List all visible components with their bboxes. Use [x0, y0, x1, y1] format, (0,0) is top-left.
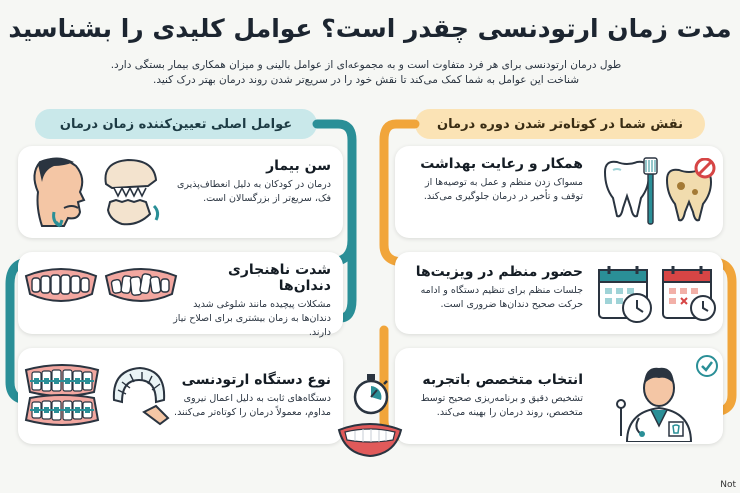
orthodontist-icon	[613, 356, 705, 446]
page-title: مدت زمان ارتودنسی چقدر است؟ عوامل کلیدی را بشناسید	[8, 14, 732, 43]
watermark: Not	[720, 480, 736, 490]
braces-icon	[22, 364, 102, 432]
card-description: جلسات منظم برای تنظیم دستگاه و ادامه حرکت صحیح دندان‌ها ضروری است.	[420, 285, 583, 310]
card-malocclusion	[18, 252, 343, 338]
face-profile-icon	[24, 152, 94, 236]
upper-teeth-icon	[22, 264, 100, 324]
card-appliance-type	[18, 348, 343, 444]
decayed-tooth-icon	[661, 158, 717, 226]
clock-icon	[659, 262, 719, 330]
aligner-icon	[104, 360, 174, 436]
checkmark-icon	[695, 354, 719, 382]
card-title: سن بیمار	[266, 158, 331, 174]
card-text	[171, 262, 331, 340]
card-text	[169, 372, 331, 420]
card-text	[407, 156, 583, 204]
card-text	[407, 264, 583, 312]
card-specialist	[395, 348, 723, 444]
calendar-icon	[595, 262, 655, 330]
stopwatch-icon	[350, 372, 392, 420]
card-patient-age	[18, 146, 343, 238]
card-title: شدت ناهنجاری دندان‌ها	[228, 262, 331, 294]
intro-paragraph: طول درمان ارتودنسی برای هر فرد متفاوت است و به مجموعه‌ای از عوامل بالینی و میزان همکاری بیمار بستگی دارد. شناخت این عوامل به شما کمک می‌کند تا نقش خود را در سریع‌تر شدن روند درمان بهتر درک کنید.	[110, 59, 622, 86]
card-text	[407, 372, 583, 420]
left-column-header: عوامل اصلی تعیین‌کننده زمان درمان	[35, 109, 317, 139]
card-description: درمان در کودکان به دلیل انعطاف‌پذیری فک، سریع‌تر از بزرگسالان است.	[176, 179, 331, 204]
card-description: مشکلات پیچیده مانند شلوغی شدید دندان‌ها به زمان بیشتری برای اصلاح نیاز دارند.	[173, 299, 331, 338]
card-title: همکار و رعایت بهداشت	[420, 156, 583, 172]
jaw-icon	[98, 154, 164, 234]
lower-teeth-icon	[102, 264, 180, 324]
card-description: تشخیص دقیق و برنامه‌ریزی صحیح توسط متخصص، روند درمان را بهینه می‌کند.	[420, 393, 583, 418]
card-description: مسواک زدن منظم و عمل به توصیه‌ها از توقف و تأخیر در درمان جلوگیری می‌کند.	[423, 177, 583, 202]
card-title: نوع دستگاه ارتودنسی	[181, 372, 331, 388]
right-column-header: نقش شما در کوتاه‌تر شدن دوره درمان	[415, 109, 705, 139]
card-visits	[395, 252, 723, 334]
toothbrush-icon	[641, 156, 661, 230]
card-text	[171, 158, 331, 206]
card-description: دستگاه‌های ثابت به دلیل اعمال نیروی مداوم، معمولاً درمان را کوتاه‌تر می‌کنند.	[174, 393, 331, 418]
smile-icon	[335, 420, 405, 464]
card-title: انتخاب متخصص باتجربه	[422, 372, 583, 388]
card-hygiene	[395, 146, 723, 238]
card-title: حضور منظم در ویزیت‌ها	[415, 264, 583, 280]
